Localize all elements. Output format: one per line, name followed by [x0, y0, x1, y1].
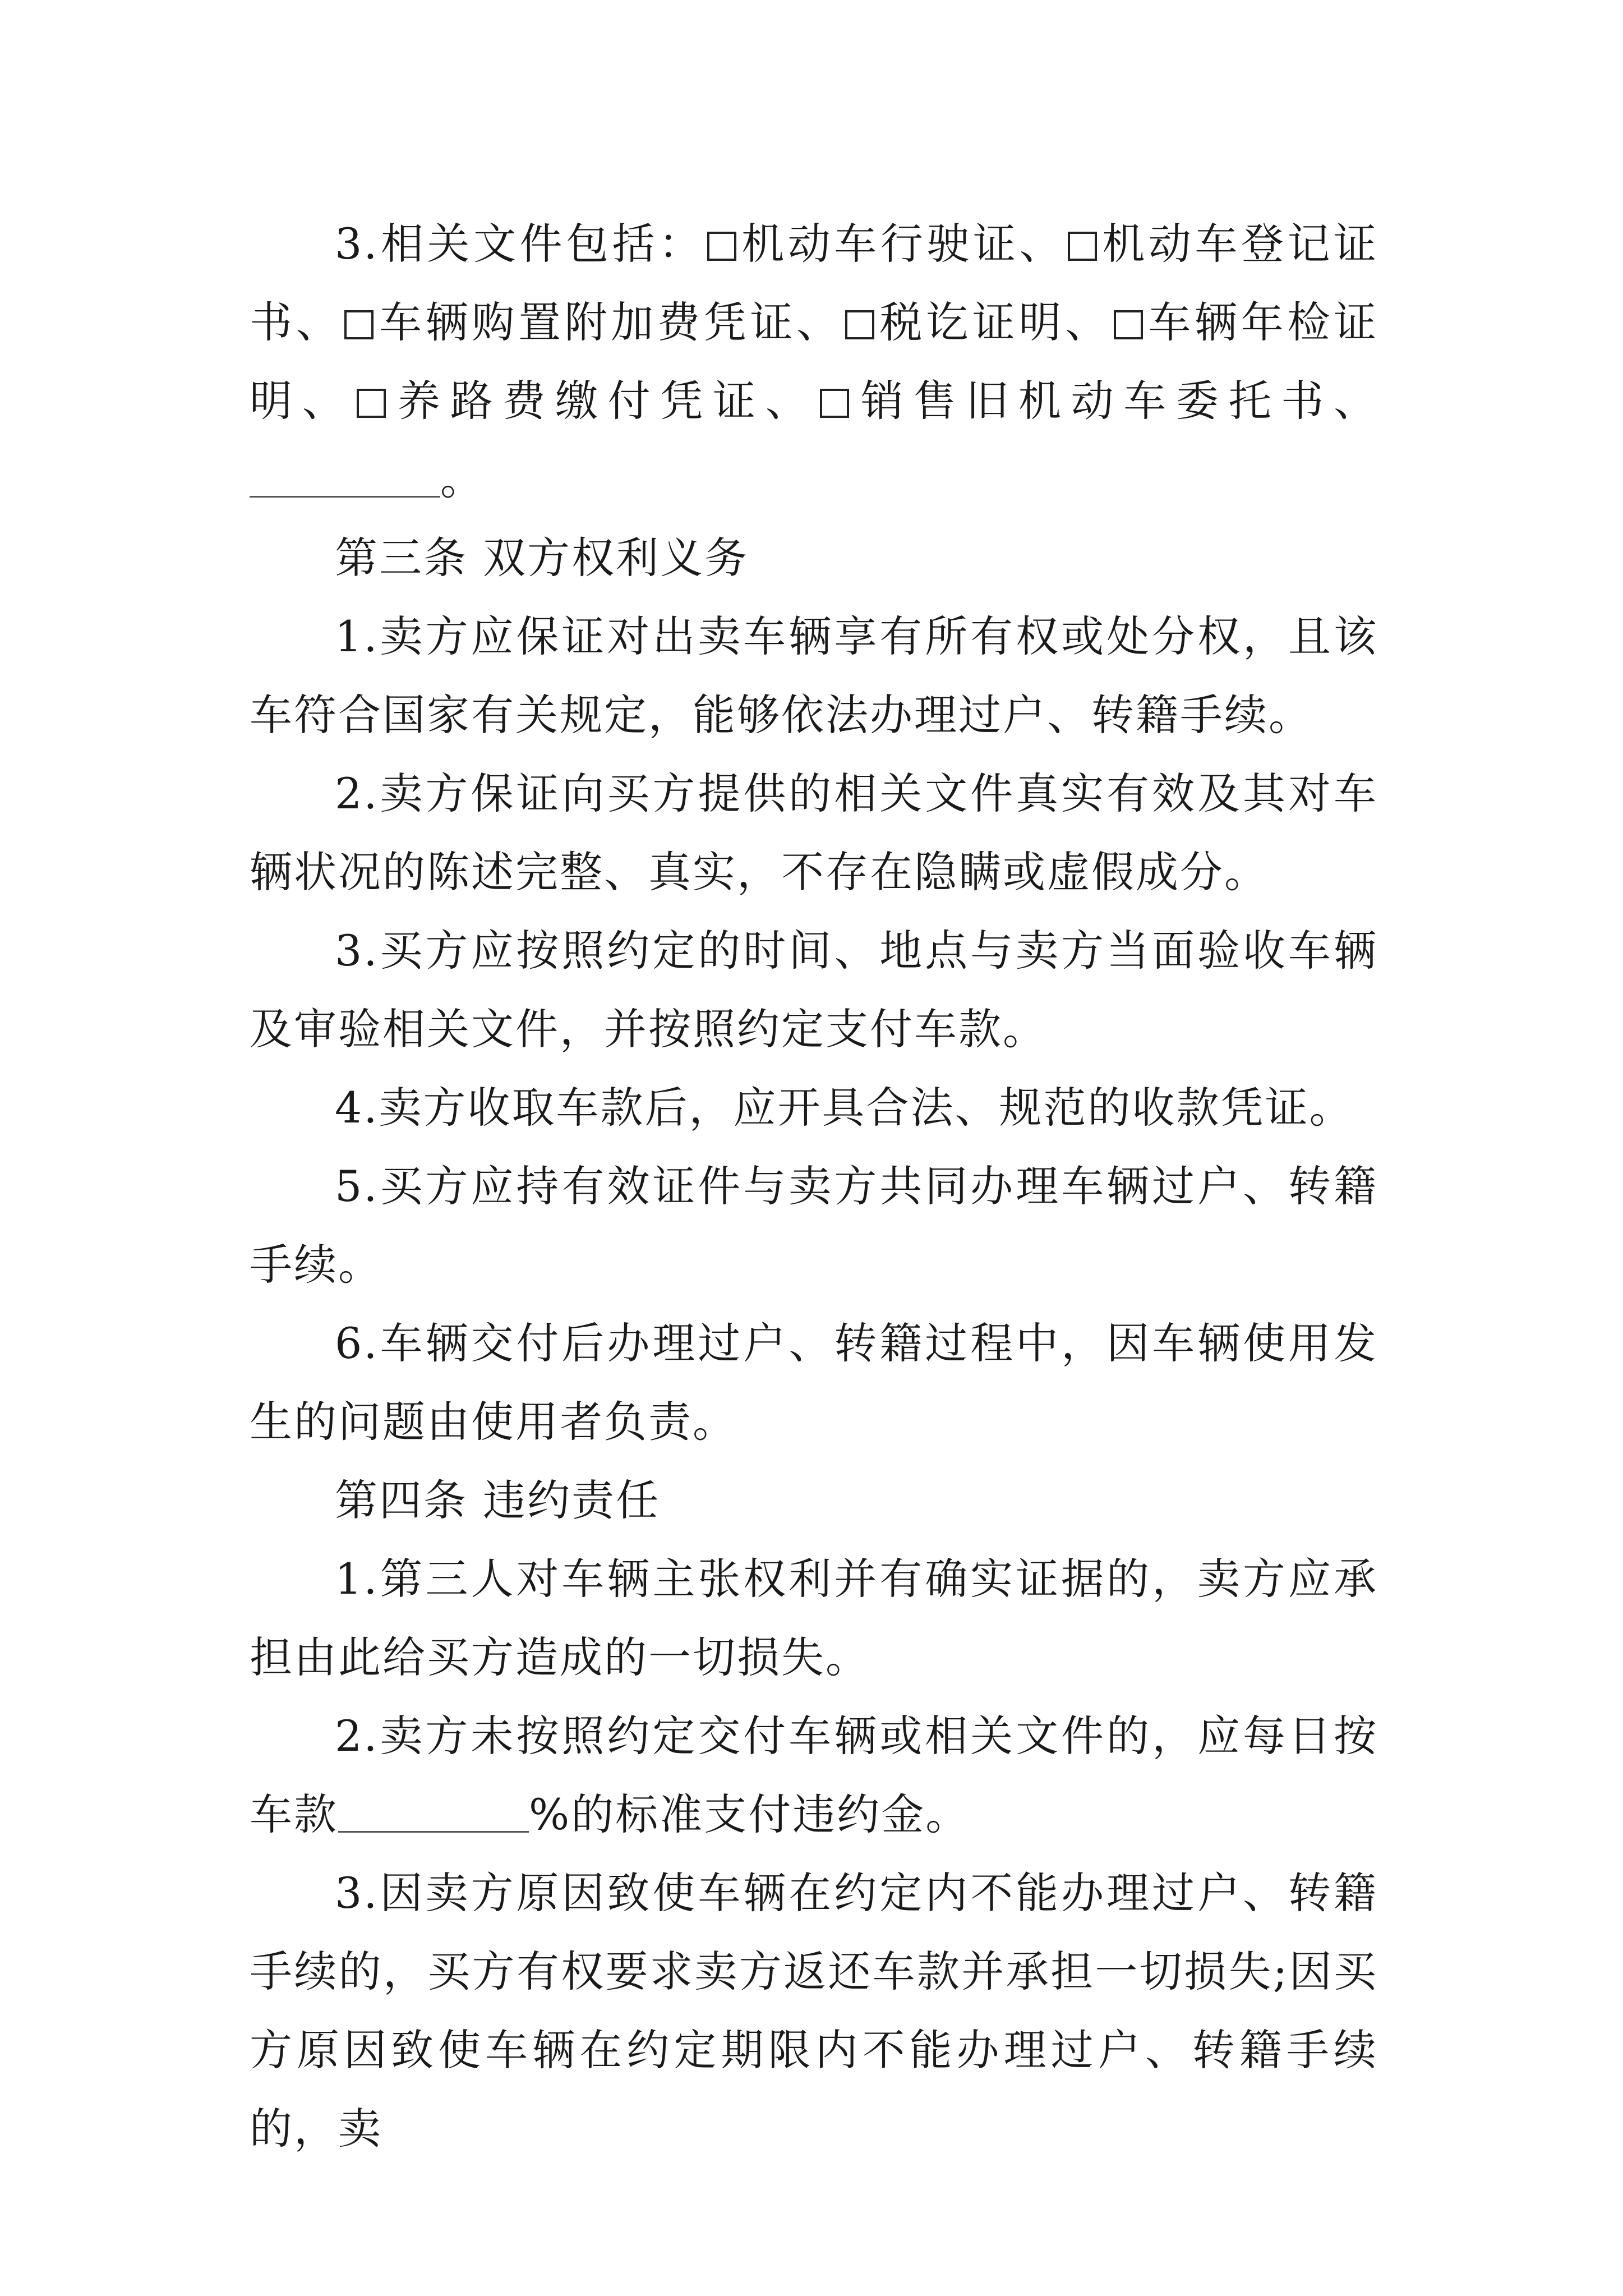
- separator: 、: [765, 376, 818, 426]
- article-3-item-5: 5.买方应持有效证件与卖方共同办理车辆过户、转籍手续。: [250, 1161, 1378, 1290]
- doc-item: 税讫证明: [877, 297, 1066, 347]
- article-3-item-2: 2.卖方保证向买方提供的相关文件真实有效及其对车辆状况的陈述完整、真实，不存在隐瞒或虚假成分。: [250, 769, 1378, 897]
- penalty-text-after: %的标准支付违约金。: [529, 1789, 970, 1839]
- separator: 、: [302, 376, 355, 426]
- article-4-title: 第四条 违约责任: [335, 1475, 661, 1525]
- doc-item: 车辆年检证明: [250, 297, 1378, 426]
- article-3-item-4: 4.卖方收取车款后，应开具合法、规范的收款凭证。: [335, 1083, 1354, 1133]
- separator: 、: [1334, 376, 1378, 426]
- checkbox-icon[interactable]: [357, 389, 386, 418]
- article-3-item-6: 6.车辆交付后办理过户、转籍过程中，因车辆使用发生的问题由使用者负责。: [250, 1318, 1378, 1447]
- checkbox-icon[interactable]: [845, 310, 874, 339]
- article-4-item-1: 1.第三人对车辆主张权利并有确实证据的，卖方应承担由此给买方造成的一切损失。: [250, 1554, 1378, 1682]
- doc-item: 机动车行驶证: [739, 219, 1020, 269]
- penalty-rate-blank[interactable]: [338, 1792, 529, 1833]
- penalty-text-before: 2.卖方未按照约定交付车辆或相关文件的，应每日按车款: [250, 1711, 1378, 1839]
- doc-item: 养路费缴付凭证: [389, 376, 766, 426]
- separator: 、: [1019, 219, 1066, 269]
- doc-item: 销售旧机动车委托书: [852, 376, 1334, 426]
- doc-item: 车辆购置附加费凭证: [377, 297, 797, 347]
- separator: 、: [1065, 297, 1112, 347]
- article-4-item-3: 3.因卖方原因致使车辆在约定内不能办理过户、转籍手续的，买方有权要求卖方返还车款并承担一切损失;因买方原因致使车辆在约定期限内不能办理过户、转籍手续的，卖: [250, 1868, 1378, 2154]
- article-3-item-3: 3.买方应按照约定的时间、地点与卖方当面验收车辆及审验相关文件，并按照约定支付车款。: [250, 926, 1378, 1054]
- paragraph-end: 。: [440, 454, 485, 504]
- checkbox-icon[interactable]: [707, 232, 736, 261]
- docs-list-paragraph: [250, 205, 1378, 519]
- blank-field[interactable]: [250, 457, 440, 498]
- checkbox-icon[interactable]: [344, 310, 374, 339]
- docs-list-prefix: 3.相关文件包括：: [335, 219, 705, 269]
- document-body: [250, 205, 1378, 2168]
- checkbox-icon[interactable]: [820, 389, 849, 418]
- article-3-item-1: 1.卖方应保证对出卖车辆享有所有权或处分权，且该车符合国家有关规定，能够依法办理过户、转籍手续。: [250, 611, 1378, 740]
- checkbox-icon[interactable]: [1068, 232, 1097, 261]
- article-3-title: 第三条 双方权利义务: [335, 533, 749, 583]
- separator: 、: [296, 297, 343, 347]
- article-4-item-2: [250, 1697, 1378, 1854]
- doc-item: 机动车登记证书: [250, 219, 1378, 347]
- checkbox-icon[interactable]: [1114, 310, 1143, 339]
- separator: 、: [796, 297, 843, 347]
